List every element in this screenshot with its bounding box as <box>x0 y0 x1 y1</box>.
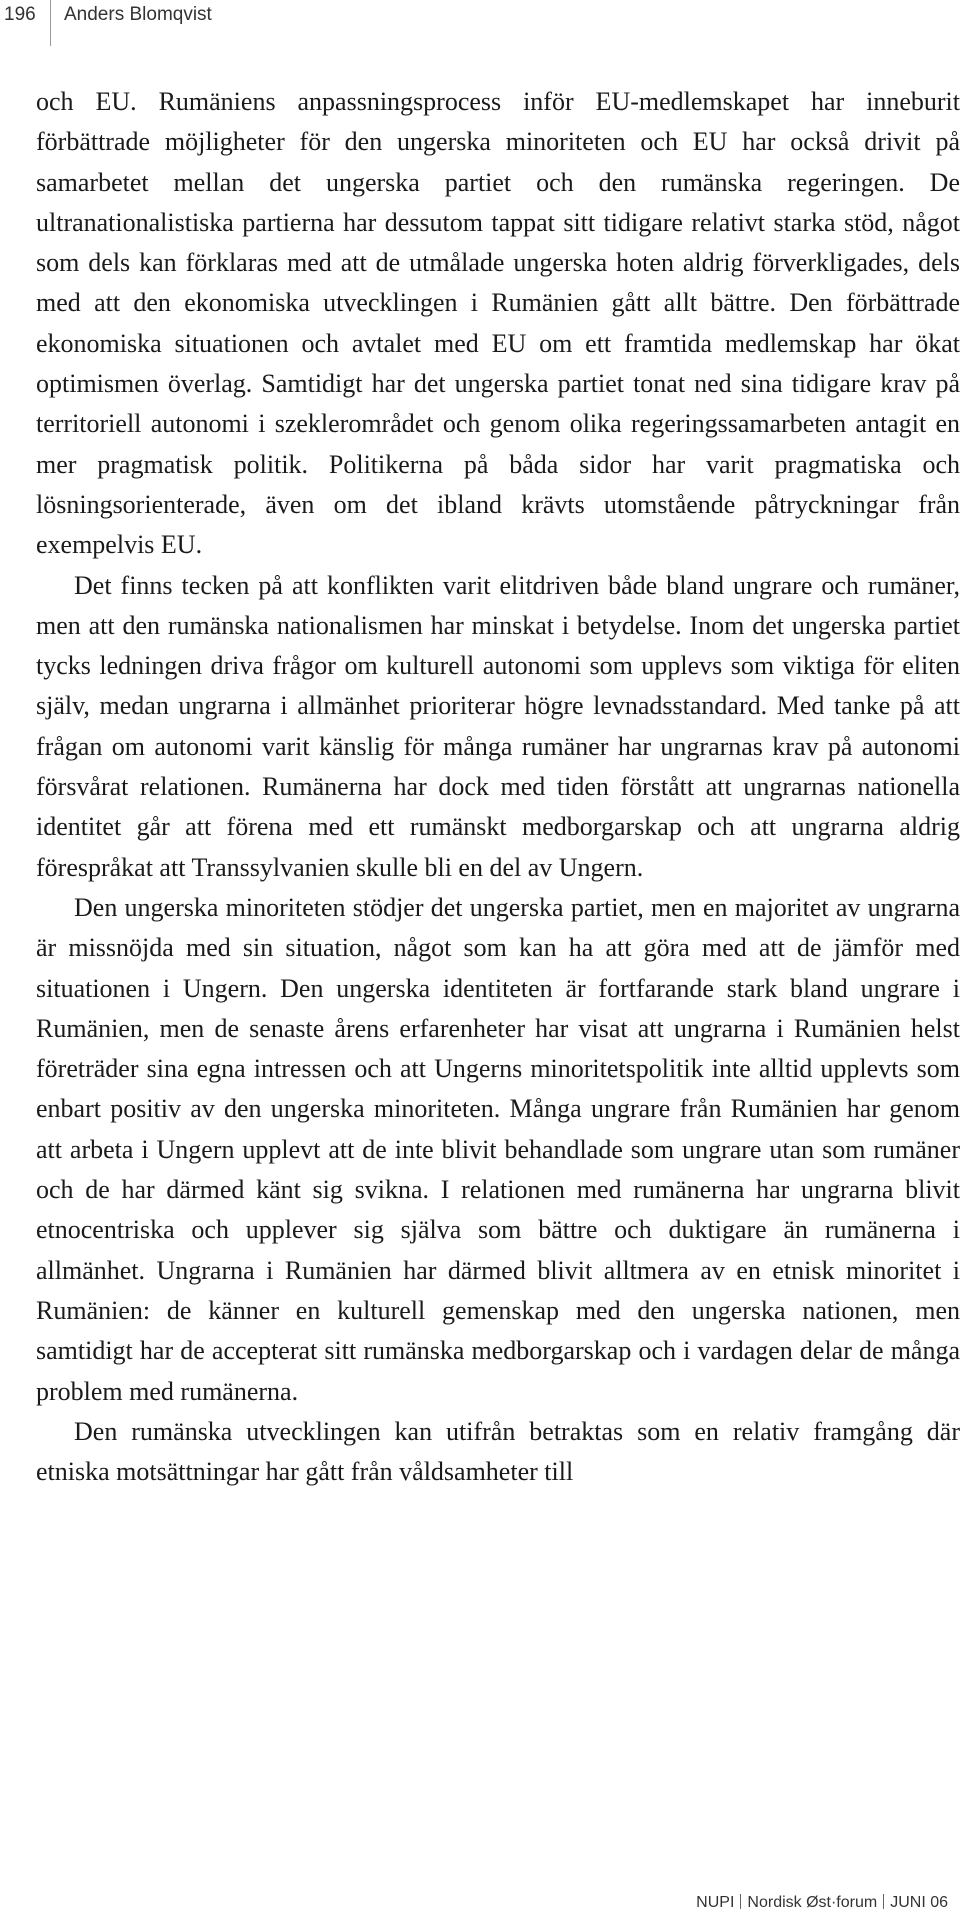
footer-journal: Nordisk Øst·forum <box>747 1894 878 1911</box>
footer-publisher: NUPI <box>696 1894 735 1911</box>
footer-issue: JUNI 06 <box>890 1894 948 1911</box>
paragraph: Den ungerska minoriteten stödjer det ungerska partiet, men en majoritet av ungrarna är missnöjda med sin situation, något som kan ha att göra med att de jämför med situationen i Ungern. Den ungerska identiteten är fortfarande stark bland ungrare i Rumänien, men de senaste årens erfarenheter har visat att ungrarna i Rumänien helst företräder sina egna intressen och att Ungerns minoritetspolitik inte alltid upplevts som enbart positiv av den ungerska minoriteten. Många ungrare från Rumänien har genom att arbeta i Ungern upplevt att de inte blivit behandlade som ungrare utan som rumäner och de har därmed känt sig svikna. I relationen med rumänerna har ungrarna blivit etnocentriska och upplever sig själva som bättre och duktigare än rumänerna i allmänhet. Ungrarna i Rumänien har därmed blivit alltmera av en etnisk minoritet i Rumänien: de känner en kulturell gemenskap med den ungerska nationen, men samtidigt har de accepterat sitt rumänska medborgarskap och i vardagen delar de många problem med rumänerna. <box>36 892 960 1406</box>
paragraph: Det finns tecken på att konflikten varit elitdriven både bland ungrare och rumäner, men att den rumänska nationalismen har minskat i betydelse. Inom det ungerska partiet tycks ledningen driva frågor om kulturell autonomi som upplevs som viktiga för eliten själv, medan ungrarna i allmänhet prioriterar högre levnadsstandard. Med tanke på att frågan om autonomi varit känslig för många rumäner har ungrarnas krav på autonomi försvårat relationen. Rumänerna har dock med tiden förstått att ungrarnas nationella identitet går att förena med ett rumänskt medborgarskap och att ungrarna aldrig förespråkat att Transsylvanien skulle bli en del av Ungern. <box>36 570 960 882</box>
page-number: 196 <box>4 4 36 25</box>
header-divider <box>50 0 51 46</box>
footer-divider <box>883 1894 884 1909</box>
paragraph: Den rumänska utvecklingen kan utifrån betraktas som en relativ framgång där etniska motsättningar har gått från våldsamheter till <box>36 1416 960 1487</box>
footer-divider <box>740 1894 741 1909</box>
running-head-author: Anders Blomqvist <box>64 4 212 25</box>
running-header <box>0 0 960 48</box>
body-text <box>36 82 960 1492</box>
running-footer <box>696 1894 948 1912</box>
paragraph: och EU. Rumäniens anpassningsprocess inför EU-medlemskapet har inneburit förbättrade möjligheter för den ungerska minoriteten och EU har också drivit på samarbetet mellan det ungerska partiet och den rumänska regeringen. De ultranationalistiska partierna har dessutom tappat sitt tidigare relativt starka stöd, något som dels kan förklaras med att de utmålade ungerska hoten aldrig förverkligades, dels med att den ekonomiska utvecklingen i Rumänien gått allt bättre. Den förbättrade ekonomiska situationen och avtalet med EU om ett framtida medlemskap har ökat optimismen överlag. Samtidigt har det ungerska partiet tonat ned sina tidigare krav på territoriell autonomi i szeklerområdet och genom olika regeringssamarbeten antagit en mer pragmatisk politik. Politikerna på båda sidor har varit pragmatiska och lösningsorienterade, även om det ibland krävts utomstående påtryckningar från exempelvis EU. <box>36 87 960 560</box>
